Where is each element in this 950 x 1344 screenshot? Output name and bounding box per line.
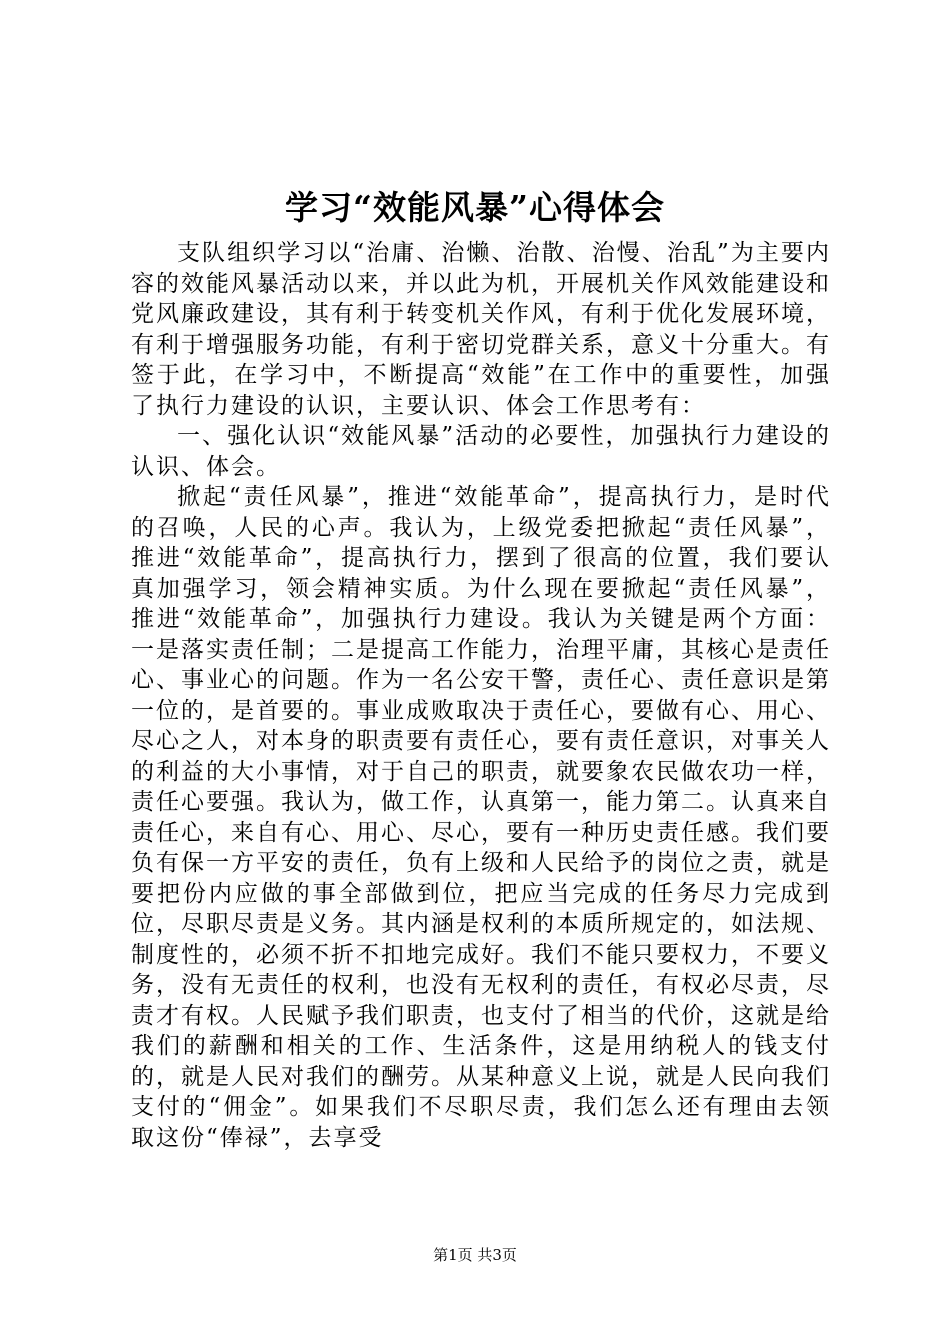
document-title: 学习“效能风暴”心得体会 <box>285 188 665 227</box>
page-number-footer: 第1页 共3页 <box>433 1246 517 1264</box>
paragraph-section-heading: 一、强化认识“效能风暴”活动的必要性，加强执行力建设的认识、体会。 <box>131 423 831 480</box>
document-body <box>131 238 831 1153</box>
paragraph-main: 掀起“责任风暴”，推进“效能革命”，提高执行力，是时代的召唤，人民的心声。我认为，上级党委把掀起“责任风暴”，推进“效能革命”，提高执行力，摆到了很高的位置，我们要认真加强学习，领会精神实质。为什么现在要掀起“责任风暴”，推进“效能革命”，加强执行力建设。我认为关键是两个方面：一是落实责任制；二是提高工作能力，治理平庸，其核心是责任心、事业心的问题。作为一名公安干警，责任心、责任意识是第一位的，是首要的。事业成败取决于责任心，要做有心、用心、尽心之人，对本身的职责要有责任心，要有责任意识，对事关人的利益的大小事情，对于自己的职责，就要象农民做农功一样，责任心要强。我认为，做工作，认真第一，能力第二。认真来自责任心，来自有心、用心、尽心，要有一种历史责任感。我们要负有保一方平安的责任，负有上级和人民给予的岗位之责，就是要把份内应做的事全部做到位，把应当完成的任务尽力完成到位，尽职尽责是义务。其内涵是权利的本质所规定的，如法规、制度性的，必须不折不扣地完成好。我们不能只要权力，不要义务，没有无责任的权利，也没有无权利的责任，有权必尽责，尽责才有权。人民赋予我们职责，也支付了相当的代价，这就是给我们的薪酬和相关的工作、生活条件，这是用纳税人的钱支付的，就是人民对我们的酬劳。从某种意义上说，就是人民向我们支付的“佣金”。如果我们不尽职尽责，我们怎么还有理由去领取这份“俸禄”，去享受 <box>131 484 831 1151</box>
paragraph-intro: 支队组织学习以“治庸、治懒、治散、治慢、治乱”为主要内容的效能风暴活动以来，并以此为机，开展机关作风效能建设和党风廉政建设，其有利于转变机关作风，有利于优化发展环境，有利于增强服务功能，有利于密切党群关系，意义十分重大。有签于此，在学习中，不断提高“效能”在工作中的重要性，加强了执行力建设的认识，主要认识、体会工作思考有： <box>131 240 831 419</box>
